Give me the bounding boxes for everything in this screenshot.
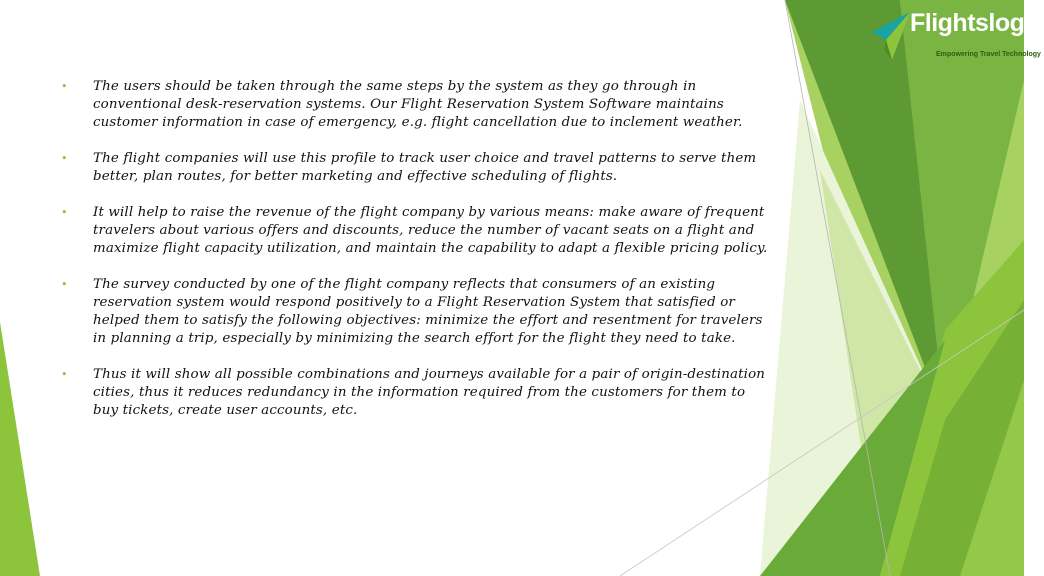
list-item bbox=[58, 276, 773, 348]
list-item bbox=[58, 366, 773, 420]
logo-tagline: Empowering Travel Technology bbox=[936, 51, 1041, 58]
bullet-text: The flight companies will use this profile to track user choice and travel patterns to serve them better, plan routes, for better marketing and effective scheduling of flights. bbox=[93, 151, 757, 184]
bullet-text: The users should be taken through the same steps by the system as they go through in conventional desk-reservation systems. Our Flight Reservation System Software maintains customer information in case of emergency, e.g. flight cancellation due to inclement weather. bbox=[93, 79, 743, 130]
list-item bbox=[58, 204, 773, 258]
bullet-icon: • bbox=[61, 278, 68, 291]
bullet-icon: • bbox=[61, 206, 68, 219]
flightslogic-logo[interactable] bbox=[870, 6, 1044, 66]
logo-wordmark: Flightslogic bbox=[910, 9, 1044, 37]
list-item bbox=[58, 78, 773, 132]
bullet-text: It will help to raise the revenue of the flight company by various means: make aware of frequent travelers about various offers and discounts, reduce the number of vacant seats on a flight and maximize flight capacity utilization, and maintain the capability to adapt a flexible pricing policy. bbox=[93, 205, 768, 256]
bullet-list bbox=[58, 78, 773, 438]
paper-plane-logo-icon bbox=[870, 10, 912, 62]
bullet-text: The survey conducted by one of the flight company reflects that consumers of an existing reservation system would respond positively to a Flight Reservation System that satisfied or helped them to satisfy the following objectives: minimize the effort and resentment for travelers in planning a trip, especially by minimizing the search effort for the flight they need to take. bbox=[93, 277, 763, 346]
list-item bbox=[58, 150, 773, 186]
bullet-icon: • bbox=[61, 152, 68, 165]
bullet-icon: • bbox=[61, 80, 68, 93]
bullet-text: Thus it will show all possible combinations and journeys available for a pair of origin-destination cities, thus it reduces redundancy in the information required from the customers for them to buy tickets, create user accounts, etc. bbox=[93, 367, 766, 418]
bullet-icon: • bbox=[61, 368, 68, 381]
